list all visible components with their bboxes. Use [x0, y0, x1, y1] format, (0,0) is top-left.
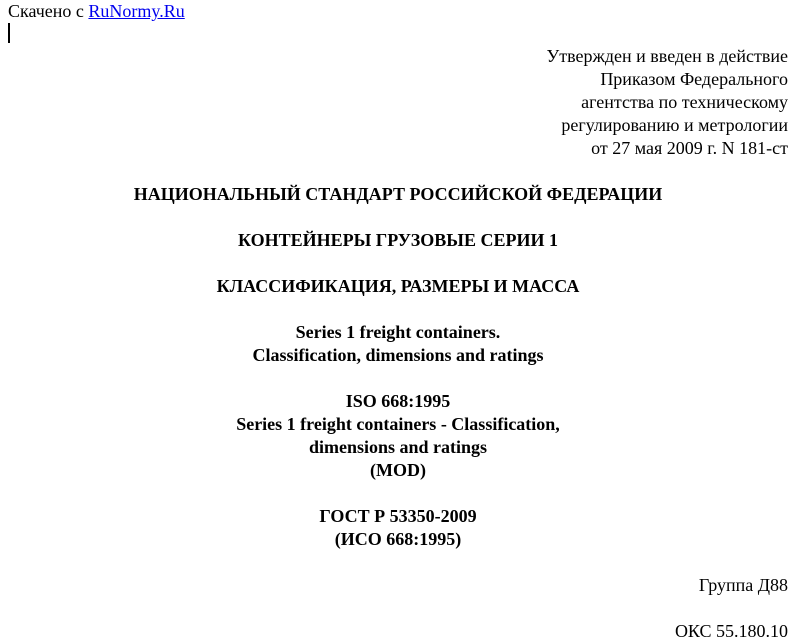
iso-block	[0, 390, 790, 482]
iso-line: (MOD)	[370, 460, 426, 480]
approval-line: регулированию и метрологии	[561, 115, 788, 135]
group-code: Группа Д88	[698, 575, 788, 595]
gost-block	[0, 505, 790, 551]
iso-line: Series 1 freight containers - Classification,	[236, 414, 560, 434]
standard-name-heading: КОНТЕЙНЕРЫ ГРУЗОВЫЕ СЕРИИ 1	[238, 230, 558, 250]
approval-block	[328, 45, 788, 160]
download-source-line	[8, 0, 185, 23]
english-title-line: Series 1 freight containers.	[295, 322, 501, 342]
runormy-link[interactable]: RuNormy.Ru	[88, 1, 185, 21]
download-source-prefix: Скачено с	[8, 1, 89, 21]
english-title-line: Classification, dimensions and ratings	[252, 345, 544, 365]
oks-code: ОКС 55.180.10	[674, 621, 788, 641]
approval-line: от 27 мая 2009 г. N 181-ст	[591, 138, 788, 158]
iso-line: dimensions and ratings	[308, 437, 488, 457]
standard-subtitle-heading: КЛАССИФИКАЦИЯ, РАЗМЕРЫ И МАССА	[216, 276, 580, 296]
gost-line: (ИСО 668:1995)	[334, 529, 462, 549]
standard-type-heading: НАЦИОНАЛЬНЫЙ СТАНДАРТ РОССИЙСКОЙ ФЕДЕРАЦИИ	[133, 184, 663, 204]
iso-line: ISO 668:1995	[345, 391, 451, 411]
gost-line: ГОСТ Р 53350-2009	[319, 506, 477, 526]
english-title-block	[0, 321, 790, 367]
approval-line: Утвержден и введен в действие	[546, 46, 788, 66]
text-cursor	[8, 23, 10, 43]
approval-line: Приказом Федерального	[600, 69, 788, 89]
approval-line: агентства по техническому	[581, 92, 788, 112]
